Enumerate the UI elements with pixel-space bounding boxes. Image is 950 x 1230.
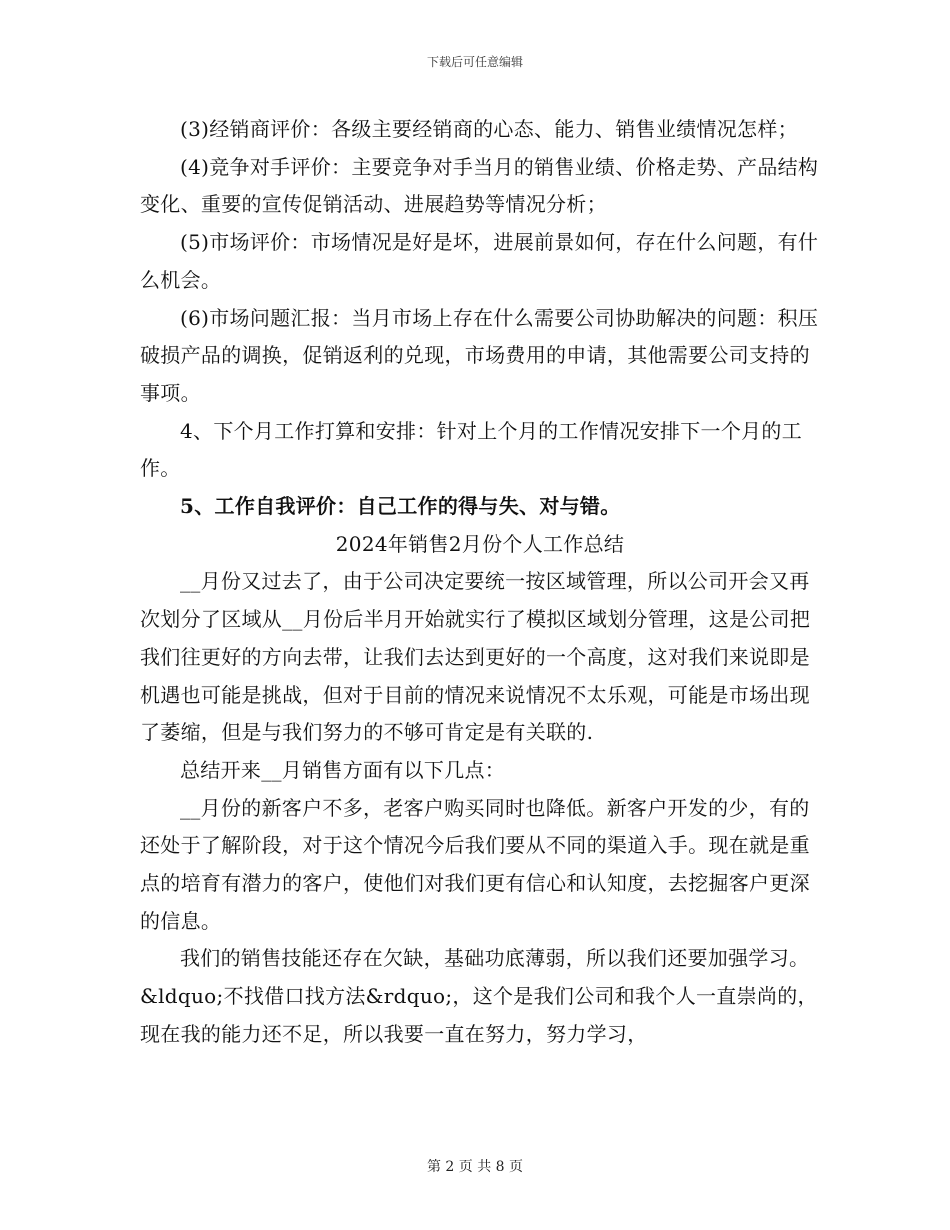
paragraph-self-evaluation: 5、工作自我评价：自己工作的得与失、对与错。 [180,494,621,519]
section-title: 2024年销售2月份个人工作总结 [335,531,625,556]
page-header: 下载后可任意编辑 [426,55,523,69]
paragraph-sales-skills: 我们的销售技能还存在欠缺，基础功底薄弱，所以我们还要加强学习。&ldquo;不找借口找方法&rdquo;，这个是我们公司和我个人一直崇尚的，现在我的能力还不足，所以我要一直在努力，努力学习， [140,946,818,1046]
page-footer: 第 2 页 共 8 页 [426,1159,524,1175]
document-body [140,111,820,1054]
paragraph-next-month-plan: 4、下个月工作打算和安排：针对上个月的工作情况安排下一个月的工作。 [140,418,803,481]
paragraph-dealer-evaluation: (3)经销商评价：各级主要经销商的心态、能力、销售业绩情况怎样； [180,117,798,141]
paragraph-month-summary: __月份又过去了，由于公司决定要统一按区域管理，所以公司开会又再次划分了区域从__月份后半月开始就实行了模拟区域划分管理，这是公司把我们往更好的方向去带，让我们去达到更好的一个高度，这对我们来说即是机遇也可能是挑战，但对于目前的情况来说情况不太乐观，可能是市场出现了萎缩，但是与我们努力的不够可肯定是有关联的. [140,569,811,745]
paragraph-competitor-evaluation: (4)竞争对手评价：主要竞争对手当月的销售业绩、价格走势、产品结构变化、重要的宣传促销活动、进展趋势等情况分析； [140,154,819,217]
paragraph-new-customers: __月份的新客户不多，老客户购买同时也降低。新客户开发的少，有的还处于了解阶段，对于这个情况今后我们要从不同的渠道入手。现在就是重点的培育有潜力的客户，使他们对我们更有信心和认知度，去挖掘客户更深的信息。 [140,795,810,933]
paragraph-summary-intro: 总结开来__月销售方面有以下几点： [180,757,506,782]
paragraph-market-evaluation: (5)市场评价：市场情况是好是坏，进展前景如何，存在什么问题，有什么机会。 [140,230,819,292]
paragraph-market-issues: (6)市场问题汇报：当月市场上存在什么需要公司协助解决的问题：积压破损产品的调换，促销返利的兑现，市场费用的申请，其他需要公司支持的事项。 [140,305,819,405]
